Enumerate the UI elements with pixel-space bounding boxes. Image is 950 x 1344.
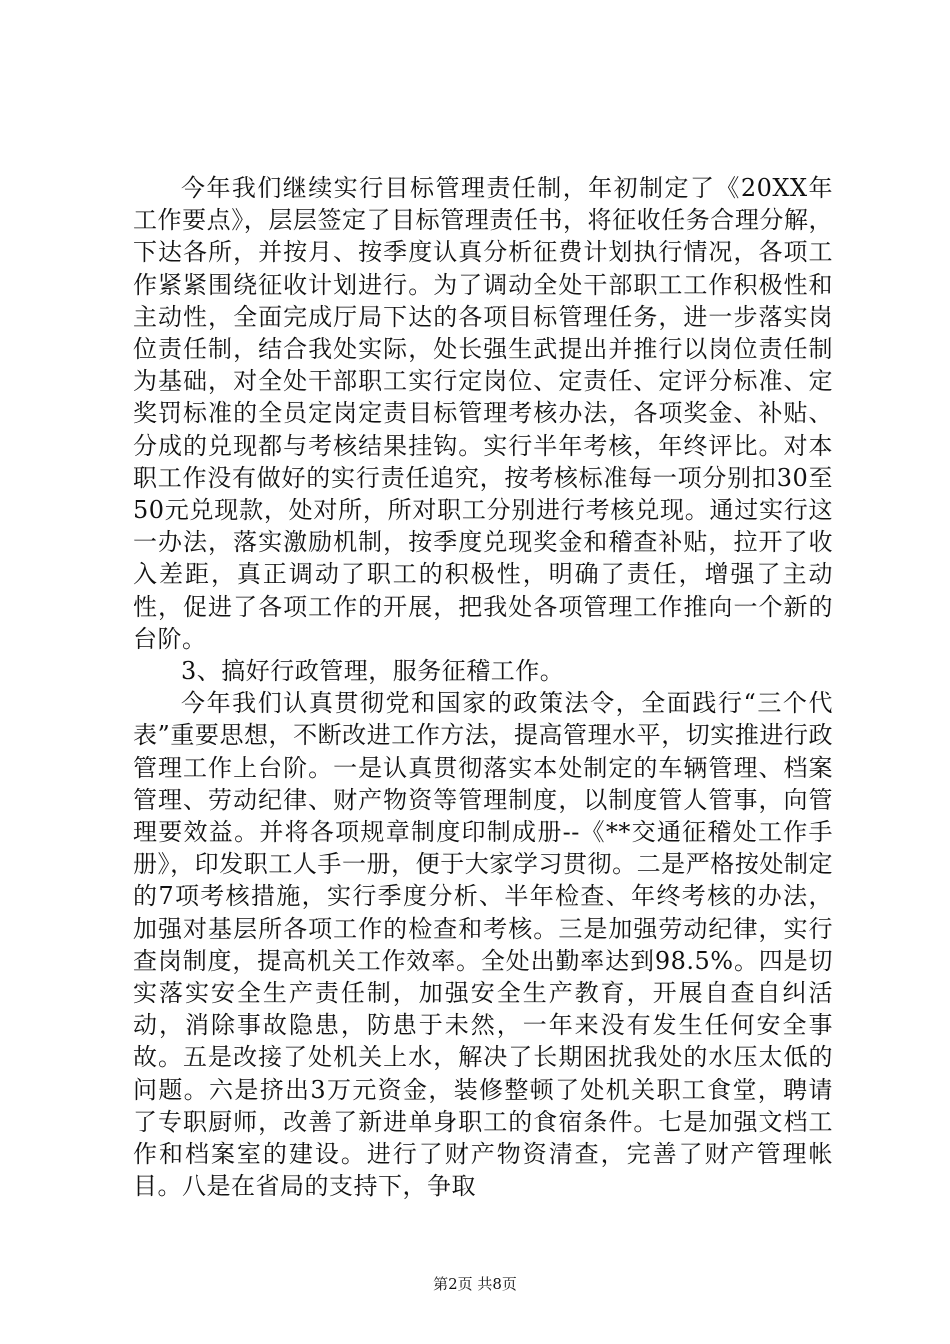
document-body: [133, 172, 833, 1203]
paragraph-admin-management: 今年我们认真贯彻党和国家的政策法令，全面践行“三个代表”重要思想，不断改进工作方法，提高管理水平，切实推进行政管理工作上台阶。一是认真贯彻落实本处制定的车辆管理、档案管理、劳动纪律、财产物资等管理制度，以制度管人管事，向管理要效益。并将各项规章制度印制成册--《**交通征稽处工作手册》，印发职工人手一册，便于大家学习贯彻。二是严格按处制定的7项考核措施，实行季度分析、半年检查、年终考核的办法，加强对基层所各项工作的检查和考核。三是加强劳动纪律，实行查岗制度，提高机关工作效率。全处出勤率达到98.5%。四是切实落实安全生产责任制，加强安全生产教育，开展自查自纠活动，消除事故隐患，防患于未然，一年来没有发生任何安全事故。五是改接了处机关上水，解决了长期困扰我处的水压太低的问题。六是挤出3万元资金，装修整顿了处机关职工食堂，聘请了专职厨师，改善了新进单身职工的食宿条件。七是加强文档工作和档案室的建设。进行了财产物资清查，完善了财产管理帐目。八是在省局的支持下，争取: [133, 689, 833, 1201]
page-number-footer: 第2页 共8页: [433, 1275, 517, 1293]
paragraph-target-management: 今年我们继续实行目标管理责任制，年初制定了《20XX年工作要点》，层层签定了目标管理责任书，将征收任务合理分解，下达各所，并按月、按季度认真分析征费计划执行情况，各项工作紧紧围绕征收计划进行。为了调动全处干部职工工作积极性和主动性，全面完成厅局下达的各项目标管理任务，进一步落实岗位责任制，结合我处实际，处长强生武提出并推行以岗位责任制为基础，对全处干部职工实行定岗位、定责任、定评分标准、定奖罚标准的全员定岗定责目标管理考核办法，各项奖金、补贴、分成的兑现都与考核结果挂钩。实行半年考核，年终评比。对本职工作没有做好的实行责任追究，按考核标准每一项分别扣30至50元兑现款，处对所，所对职工分别进行考核兑现。通过实行这一办法，落实激励机制，按季度兑现奖金和稽查补贴，拉开了收入差距，真正调动了职工的积极性，明确了责任，增强了主动性，促进了各项工作的开展，把我处各项管理工作推向一个新的台阶。: [133, 174, 833, 653]
section-heading-admin-management: 3、搞好行政管理，服务征稽工作。: [181, 657, 565, 686]
